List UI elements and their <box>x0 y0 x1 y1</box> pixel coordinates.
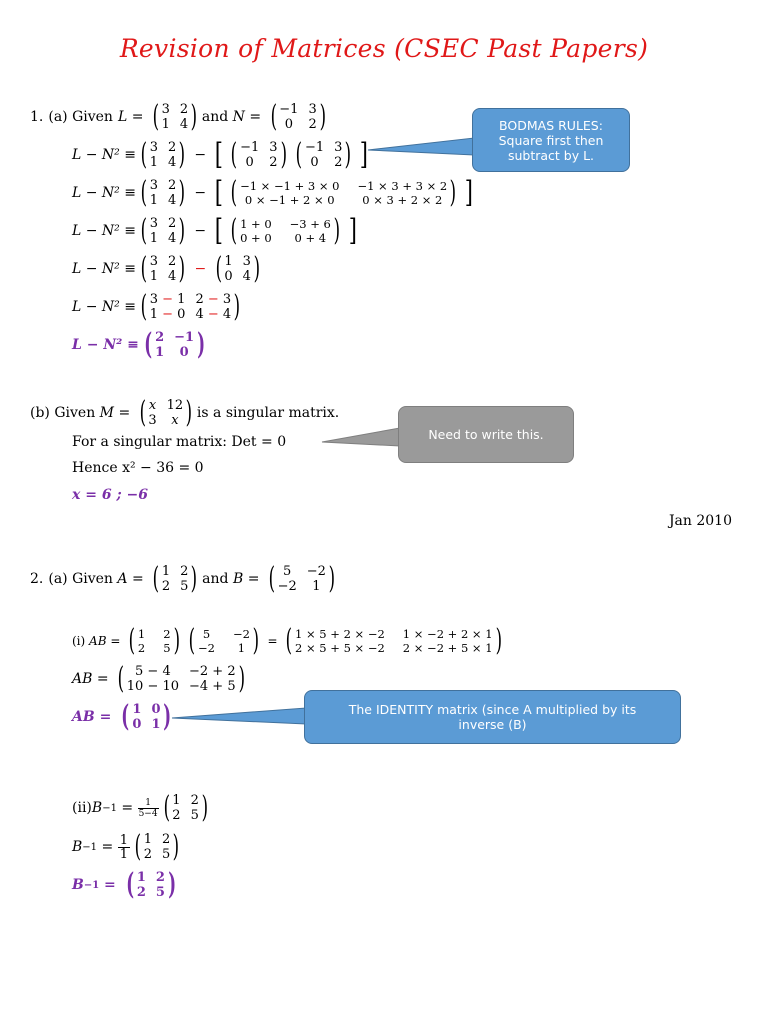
paren-close: ) <box>328 561 336 596</box>
paren-open: ( <box>128 623 136 658</box>
matrix-cell: 1 <box>161 564 171 579</box>
matrix-cell: 1 <box>149 155 158 170</box>
matrix-cell: −2 + 2 <box>189 664 236 679</box>
q1-number: 1. <box>30 109 44 125</box>
and-text: and <box>201 109 229 125</box>
q1-step1: L − N² ≡ ( 3 2 1 4 ) − [ ( −1 3 0 2 ) ( −1 3 0 2 ) ] <box>72 137 369 172</box>
paren-close: ) <box>191 561 198 596</box>
paren-open: ( <box>230 137 238 172</box>
matrix-cell: x <box>171 413 179 428</box>
paren-open: ( <box>140 175 148 210</box>
paren-close: ) <box>252 623 260 658</box>
matrix-cell: 3 <box>161 102 170 117</box>
date-label: Jan 2010 <box>668 513 732 529</box>
matrix-cell: 4 <box>167 269 177 284</box>
paren-open: ( <box>163 790 170 825</box>
paren-close: ) <box>333 213 340 248</box>
q2-binv-step: B −1 = 1 1 ( 1 2 2 5 ) <box>72 832 184 862</box>
paren-close: ) <box>178 213 186 248</box>
matrix-cell: 2 <box>155 330 165 345</box>
lhs: L − N² ≡ <box>72 223 136 239</box>
matrix-cell: 0 × 3 + 2 × 2 <box>362 193 443 207</box>
matrix-cell: 3 <box>149 140 158 155</box>
x-answer: x = 6 ; −6 <box>72 487 148 503</box>
matrix-cell: 1 <box>155 345 165 360</box>
paren-close: ) <box>201 790 208 825</box>
matrix-cell: 5 <box>161 847 171 862</box>
singular-text: is a singular matrix. <box>196 405 340 421</box>
matrix-cell: 0 <box>224 269 233 284</box>
matrix-cell: 2 <box>167 178 177 193</box>
matrix-cell: 0 <box>132 717 142 732</box>
paren-open: ( <box>140 137 148 172</box>
q1-given-line: 1. (a) Given L = ( 3 2 1 4 ) and N = ( −1 3 0 2 ) <box>30 102 330 132</box>
matrix-cell: 4 <box>167 231 177 246</box>
and-text: and <box>202 571 229 587</box>
matrix-cell: 2 × 5 + 5 × −2 <box>295 641 385 655</box>
matrix-cell: 2 <box>172 808 181 823</box>
matrix-cell: −1 <box>240 140 260 155</box>
matrix-cell: 1 + 0 <box>240 217 272 231</box>
q2-part-a-label: (a) Given <box>48 571 113 587</box>
paren-open: ( <box>144 327 152 362</box>
matrix-cell: 5 <box>202 627 211 641</box>
matrix-cell: 2 <box>161 579 171 594</box>
matrix-cell: 2 <box>163 627 171 641</box>
paren-open: ( <box>215 251 222 286</box>
matrix-cell: 3 <box>334 140 343 155</box>
matrix-cell: 1 <box>137 627 146 641</box>
matrix-cell: −2 <box>198 641 215 655</box>
ii-label: (ii) <box>72 800 92 816</box>
paren-close: ) <box>233 289 241 324</box>
matrix-cell: 2 <box>180 564 189 579</box>
paren-open: ( <box>295 137 303 172</box>
matrix-cell: 1 <box>161 117 170 132</box>
matrix-cell: 0 <box>245 155 254 170</box>
matrix-cell: 5 <box>283 564 292 579</box>
matrix-cell: 1 × −2 + 2 × 1 <box>402 627 493 641</box>
paren-close: ) <box>178 175 186 210</box>
paren-open: ( <box>270 99 277 134</box>
callout-need-to-write: Need to write this. <box>398 406 574 463</box>
matrix-cell: 4 <box>167 193 177 208</box>
q2-ii-line: (ii) B −1 = 1 5−4 ( 1 2 2 5 ) <box>72 793 213 823</box>
matrix-cell: 5 <box>190 808 199 823</box>
matrix-cell: 1 − 0 <box>149 307 186 322</box>
matrix-cell: 3 <box>242 254 251 269</box>
matrix-cell: 2 <box>137 641 146 655</box>
matrix-cell: 1 <box>143 832 152 847</box>
matrix-cell: 1 <box>224 254 233 269</box>
q1-part-a-label: (a) Given <box>48 109 113 125</box>
paren-open: ( <box>121 699 130 734</box>
paren-open: ( <box>139 395 146 430</box>
paren-close: ) <box>190 99 198 134</box>
callout-identity: The IDENTITY matrix (since A multiplied by its inverse (B) <box>304 690 681 744</box>
matrix-cell: 12 <box>166 398 184 413</box>
paren-open: ( <box>230 213 238 248</box>
lhs: L − N² ≡ <box>72 185 136 201</box>
matrix-cell: 1 <box>151 717 161 732</box>
matrix-cell: −2 <box>306 564 326 579</box>
paren-open: ( <box>117 661 125 696</box>
page-title: Revision of Matrices (CSEC Past Papers) <box>119 34 649 63</box>
matrix-cell: 5 <box>155 885 165 900</box>
q1b-given-line: (b) Given M = ( x 12 3 x ) is a singular matrix. <box>30 395 340 430</box>
q2-number: 2. <box>30 571 44 587</box>
paren-close: ) <box>253 251 260 286</box>
matrix-cell: 2 <box>161 832 171 847</box>
matrix-cell: 4 <box>179 117 189 132</box>
paren-open: ( <box>152 561 160 596</box>
matrix-cell: x <box>148 398 157 413</box>
paren-close: ) <box>163 699 172 734</box>
matrix-cell: 0 + 0 <box>240 231 272 245</box>
matrix-cell: 2 <box>334 155 343 170</box>
matrix-cell: −1 <box>174 330 195 345</box>
matrix-cell: 0 <box>179 345 189 360</box>
matrix-cell: 2 <box>136 885 146 900</box>
matrix-cell: −1 × 3 + 3 × 2 <box>357 179 448 193</box>
matrix-cell: 2 <box>190 793 199 808</box>
matrix-cell: 0 <box>151 702 161 717</box>
paren-close: ) <box>495 623 502 658</box>
bracket-close: ] <box>359 137 369 172</box>
paren-open: ( <box>140 213 148 248</box>
paren-close: ) <box>280 137 287 172</box>
paren-close: ) <box>173 623 180 658</box>
matrix-cell: 2 <box>179 102 189 117</box>
matrix-cell: 0 <box>310 155 319 170</box>
q1-part-b-label: (b) Given <box>30 405 96 421</box>
lhs: L − N² ≡ <box>72 147 136 163</box>
paren-open: ( <box>140 289 148 324</box>
matrix-cell: 0 + 4 <box>294 231 327 245</box>
matrix-cell: 1 <box>312 579 321 594</box>
matrix-cell: 2 <box>167 254 177 269</box>
matrix-cell: 4 − 4 <box>195 307 232 322</box>
q2-given-line: 2. (a) Given A = ( 1 2 2 5 ) and B = ( 5 −2 −2 1 ) <box>30 564 340 594</box>
det-line: For a singular matrix: Det = 0 <box>72 434 287 450</box>
matrix-cell: 5 − 4 <box>135 664 171 679</box>
matrix-cell: −1 <box>279 102 299 117</box>
matrix-cell: 2 <box>167 216 177 231</box>
matrix-cell: 3 <box>308 102 317 117</box>
matrix-cell: 1 <box>132 702 142 717</box>
callout-bodmas: BODMAS RULES: Square first then subtract by L. <box>472 108 630 172</box>
paren-close: ) <box>197 327 206 362</box>
paren-close: ) <box>449 175 457 210</box>
q1-step3: L − N² ≡ ( 3 2 1 4 ) − [ ( 1 + 0 −3 + 6 0 + 0 0 + 4 ) ] <box>72 213 357 248</box>
matrix-cell: 10 − 10 <box>126 679 180 694</box>
matrix-cell: 0 <box>284 117 293 132</box>
matrix-cell: 2 − 3 <box>195 292 232 307</box>
paren-open: ( <box>134 829 142 864</box>
paren-close: ) <box>168 867 176 902</box>
matrix-cell: 1 × 5 + 2 × −2 <box>295 627 385 641</box>
fraction-2: 1 1 <box>119 832 128 862</box>
matrix-cell: 1 <box>136 870 146 885</box>
matrix-cell: 1 <box>149 269 158 284</box>
q2-ab-step: AB = ( 5 − 4 −2 + 2 10 − 10 −4 + 5 ) <box>72 664 249 694</box>
matrix-cell: 2 <box>167 140 177 155</box>
matrix-cell: 4 <box>242 269 251 284</box>
matrix-cell: 5 <box>163 641 171 655</box>
paren-open: ( <box>285 623 293 658</box>
q2-binv-answer: B −1 = ( 1 2 2 5 ) <box>72 870 181 900</box>
matrix-cell: −3 + 6 <box>289 217 331 231</box>
paren-open: ( <box>140 251 148 286</box>
hence-line: Hence x² − 36 = 0 <box>72 460 204 476</box>
matrix-cell: −1 × −1 + 3 × 0 <box>240 179 340 193</box>
paren-close: ) <box>178 137 186 172</box>
q1-step2: L − N² ≡ ( 3 2 1 4 ) − [ ( −1 × −1 + 3 × 0 −1 × 3 + 3 × 2 0 × −1 + 2 × 0 0 × 3 + 2 × 2 ) ] <box>72 175 473 210</box>
paren-open: ( <box>125 867 134 902</box>
matrix-cell: −4 + 5 <box>189 679 236 694</box>
matrix-cell: 1 <box>237 641 246 655</box>
matrix-cell: 1 <box>149 193 158 208</box>
i-label: (i) <box>72 634 86 648</box>
matrix-cell: 2 <box>155 870 165 885</box>
lhs: L − N² ≡ <box>72 299 136 315</box>
q2-ab-answer: AB = ( 1 0 0 1 ) <box>72 702 177 732</box>
matrix-cell: 3 <box>149 178 158 193</box>
paren-close: ) <box>178 251 186 286</box>
fraction-1: 1 5−4 <box>138 797 158 819</box>
matrix-cell: 3 <box>148 413 157 428</box>
matrix-cell: 2 <box>269 155 278 170</box>
matrix-cell: −2 <box>277 579 297 594</box>
matrix-cell: 0 × −1 + 2 × 0 <box>244 193 335 207</box>
q2-i-line: (i) AB = ( 1 2 2 5 ) ( 5 −2 −2 1 ) = ( 1 × 5 + 2 × −2 1 × −2 + 2 × 1 2 × 5 + 5 × −2 2 × −2 + 5 × 1 ) <box>72 626 506 656</box>
q1-step4: L − N² ≡ ( 3 2 1 4 ) − ( 1 3 0 4 ) <box>72 254 265 284</box>
matrix-cell: 4 <box>167 155 177 170</box>
matrix-cell: −2 <box>232 627 250 641</box>
matrix-cell: 1 <box>149 231 158 246</box>
paren-close: ) <box>172 829 180 864</box>
paren-close: ) <box>238 661 245 696</box>
matrix-cell: 2 <box>308 117 317 132</box>
paren-open: ( <box>152 99 159 134</box>
matrix-cell: 1 <box>172 793 181 808</box>
matrix-cell: 3 <box>269 140 278 155</box>
paren-close: ) <box>345 137 352 172</box>
paren-open: ( <box>230 175 238 210</box>
lhs: L − N² ≡ <box>72 337 139 353</box>
matrix-cell: 3 <box>149 216 158 231</box>
paren-open: ( <box>188 623 196 658</box>
paren-close: ) <box>319 99 326 134</box>
paren-open: ( <box>268 561 275 596</box>
bracket-open: [ <box>214 137 223 172</box>
matrix-cell: −1 <box>304 140 325 155</box>
lhs: L − N² ≡ <box>72 261 136 277</box>
paren-close: ) <box>185 395 193 430</box>
matrix-cell: 5 <box>180 579 189 594</box>
matrix-cell: 3 − 1 <box>149 292 186 307</box>
matrix-cell: 3 <box>149 254 158 269</box>
matrix-cell: 2 × −2 + 5 × 1 <box>402 641 493 655</box>
matrix-cell: 2 <box>143 847 152 862</box>
